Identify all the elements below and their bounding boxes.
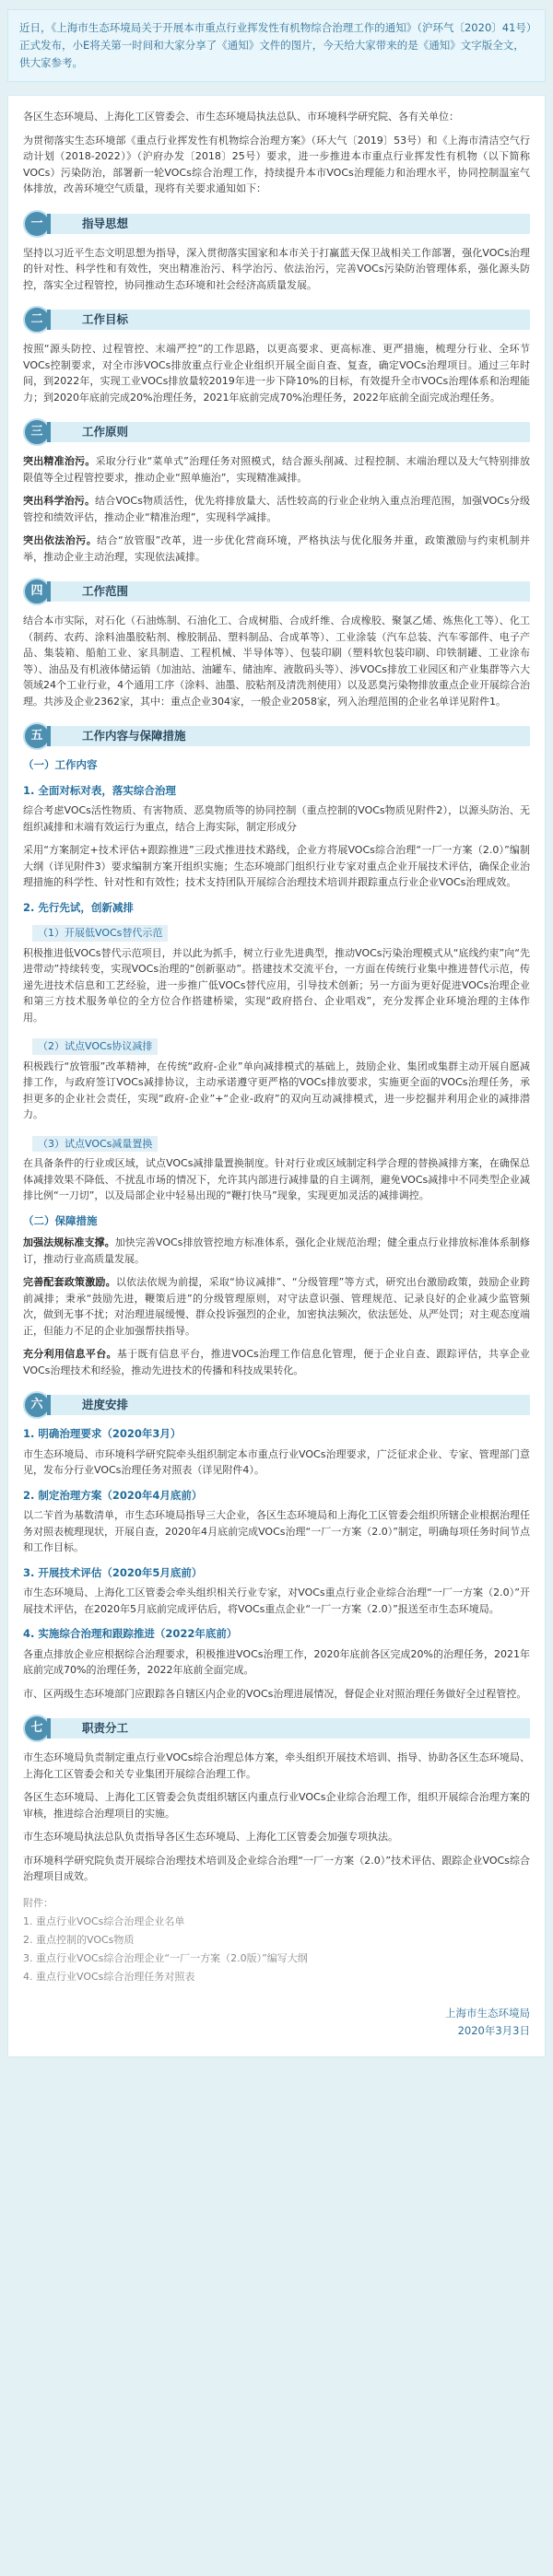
section-title: 进度安排 bbox=[47, 1395, 530, 1415]
schedule-text: 市生态环境局、上海化工区管委会牵头组织相关行业专家，对VOCs重点行业企业综合治理“一厂一方案（2.0）”开展技术评估，在2020年5月底前完成评估后，将VOCs重点企业“一厂一方案（2.0）”报送至市生态环境局。 bbox=[23, 1587, 530, 1615]
section-header-5 bbox=[23, 724, 530, 748]
section-header-4 bbox=[23, 580, 530, 603]
attachment-item: 3. 重点行业VOCs综合治理企业“一厂一方案（2.0版）”编写大纲 bbox=[23, 1951, 308, 1964]
section-title: 工作目标 bbox=[47, 310, 530, 330]
section-number-badge: 五 bbox=[23, 722, 51, 750]
principle-text: 结合“放管服”改革，进一步优化营商环境，严格执法与优化服务并重，政策激励与约束机制并举，推动企业主动治理，实现依法减排。 bbox=[23, 534, 530, 563]
intro-note: 近日，《上海市生态环境局关于开展本市重点行业挥发性有机物综合治理工作的通知》（沪环气〔2020〕41号）正式发布，小E将关第一时间和大家分享了《通知》文件的图片，今天给大家带来的是《通知》文字版全文，供大家参考。 bbox=[7, 9, 546, 82]
opening-paragraph: 为贯彻落实生态环境部《重点行业挥发性有机物综合治理方案》（环大气〔2019〕53号）和《上海市清洁空气行动计划（2018-2022）》（沪府办发〔2018〕25号）要求，进一步推进本市重点行业挥发性有机物（以下简称VOCs）污染防治，部署新一轮VOCs综合治理工作，持续提升本市VOCs治理能力和治理水平，协同控制温室气体排放，改善环境空气质量，现将有关要求通知如下： bbox=[23, 134, 530, 194]
schedule-heading: 2. 制定治理方案（2020年4月底前） bbox=[23, 1488, 203, 1502]
schedule-text: 各重点排放企业应根据综合治理要求，积极推进VOCs治理工作，2020年底前各区完成20%的治理任务，2021年底前完成70%的治理任务，2022年底前全面完成。 bbox=[23, 1647, 530, 1676]
principle-paragraph bbox=[23, 493, 530, 525]
topic-tag: （1）开展低VOCs替代示范 bbox=[32, 925, 168, 942]
duty-text: 市生态环境局执法总队负责指导各区生态环境局、上海化工区管委会加强专项执法。 bbox=[23, 1831, 398, 1843]
item-text: 采用“方案制定+技术评估+跟踪推进”三段式推进技术路线，企业方将展VOCs综合治理“一厂一方案（2.0）”编制大纲（详见附件3）要求编制方案开组织实施；生态环境部门组织行业专家对重点企业开展技术评估，确保企业治理措施的科学性、针对性和有效性；技术支持团队开展综合治理技术培训并跟踪重点行业企业VOCs治理成效。 bbox=[23, 844, 530, 888]
signature-org: 上海市生态环境局 bbox=[445, 2006, 530, 2020]
section-number-badge: 一 bbox=[23, 210, 51, 238]
principle-text: 结合VOCs物质活性，优先将排放量大、活性较高的行业企业纳入重点治理范围，加强VOCs分级管控和绩效评估，推动企业“精准治理”，实现科学减排。 bbox=[23, 495, 530, 523]
schedule-text: 市生态环境局、市环境科学研究院牵头组织制定本市重点行业VOCs治理要求，广泛征求企业、专家、管理部门意见，发布分行业VOCs治理任务对照表（详见附件4）。 bbox=[23, 1447, 530, 1476]
attachment-item: 4. 重点行业VOCs综合治理任务对照表 bbox=[23, 1970, 195, 1983]
subsection-title: （二）保障措施 bbox=[23, 1213, 98, 1227]
topic-tag: （3）试点VOCs减量置换 bbox=[32, 1136, 158, 1153]
signature-block bbox=[23, 2005, 530, 2040]
principle-heading: 突出依法治污。 bbox=[23, 534, 98, 546]
guarantee-paragraph bbox=[23, 1235, 530, 1267]
duty-text: 市生态环境局负责制定重点行业VOCs综合治理总体方案，牵头组织开展技术培训、指导、协助各区生态环境局、上海化工区管委会和关专业集团开展综合治理工作。 bbox=[23, 1751, 530, 1780]
attachment-item: 1. 重点行业VOCs综合治理企业名单 bbox=[23, 1914, 185, 1927]
article-page bbox=[0, 9, 553, 2576]
notice-body bbox=[7, 95, 546, 2057]
schedule-text: 市、区两级生态环境部门应跟踪各自辖区内企业的VOCs治理进展情况，督促企业对照治理任务做好全过程管控。 bbox=[23, 1687, 527, 1700]
attachments-label: 附件： bbox=[23, 1896, 53, 1909]
principle-text: 采取分行业“菜单式”治理任务对照模式，结合源头削减、过程控制、末端治理以及大气特别排放限值等全过程管控要求，推动企业“照单施治”，实现精准减排。 bbox=[23, 455, 530, 484]
subsection-title: （一）工作内容 bbox=[23, 758, 98, 771]
topic-tag: （2）试点VOCs协议减排 bbox=[32, 1038, 158, 1055]
section-number-badge: 四 bbox=[23, 578, 51, 605]
section-header-3 bbox=[23, 420, 530, 444]
principle-paragraph bbox=[23, 533, 530, 565]
section-title: 职责分工 bbox=[47, 1718, 530, 1739]
section-title: 工作原则 bbox=[47, 422, 530, 442]
section-1-text: 坚持以习近平生态文明思想为指导，深入贯彻落实国家和本市关于打赢蓝天保卫战相关工作部署，强化VOCs治理的针对性、科学性和有效性，突出精准治污、科学治污、依法治污，完善VOCs污染防治管理体系，强化源头防控，落实全过程管控，协同推动生态环境和社会经济高质量发展。 bbox=[23, 246, 530, 291]
section-number-badge: 六 bbox=[23, 1391, 51, 1419]
schedule-text: 以二苄首为基数清单，市生态环境局指导三大企业，各区生态环境局和上海化工区管委会组织所辖企业根据治理任务对照表梳理现状，开展自查，2020年4月底前完成VOCs治理“一厂一方案（2.0）”制定，明确每项任务时间节点和工作目标。 bbox=[23, 1509, 530, 1553]
topic-text: 积极推进低VOCs替代示范项目，并以此为抓手，树立行业先进典型，推动VOCs污染治理模式从“底线约束”向“先进带动”持续转变，实现VOCs治理的“创新驱动”。搭建技术交流平台，一方面在传统行业集中推进替代示范，传递先进技术信息和工艺经验，进一步推广低VOCs替代应用，引导技术创新；另一方面为更好促进VOCs治理企业和第三方技术服务单位的全方位合作搭建桥梁，实现“政府搭台、企业唱戏”，充分发挥企业环境治理的主体作用。 bbox=[23, 946, 530, 1024]
section-4-text: 结合本市实际，对石化（石油炼制、石油化工、合成树脂、合成纤维、合成橡胶、聚氯乙烯、炼焦化工等）、化工（制药、农药、涂料油墨胶粘剂、橡胶制品、塑料制品、合成革等）、工业涂装（汽车总装、汽车零部件、电子产品、集装箱、船舶工业、家具制造、工程机械、半导体等）、包装印刷（塑料软包装印刷、印铁制罐、工业涂布等）、油品及有机液体储运销（加油站、油罐车、储油库、液散码头等）、涉VOCs排放工业园区和产业集群等六大领域24个工业行业，4个通用工序（涂料、油墨、胶粘剂及清洗剂使用）以及恶臭污染物排放重点企业开展综合治理。共涉及企业2362家，其中：重点企业304家，一般企业2058家，列入治理范围的企业名单详见附件1。 bbox=[23, 615, 530, 708]
schedule-heading: 4. 实施综合治理和跟踪推进（2022年底前） bbox=[23, 1627, 238, 1640]
section-number-badge: 二 bbox=[23, 306, 51, 334]
guarantee-heading: 充分利用信息平台。 bbox=[23, 1348, 117, 1360]
item-heading: 2. 先行先试，创新减排 bbox=[23, 900, 134, 914]
section-header-1 bbox=[23, 212, 530, 236]
guarantee-paragraph bbox=[23, 1274, 530, 1339]
schedule-heading: 3. 开展技术评估（2020年5月底前） bbox=[23, 1565, 203, 1579]
section-2-text: 按照“源头防控、过程管控、末端严控”的工作思路，以更高要求、更高标准、更严措施，梳理分行业、全环节VOCs控制要求，对全市涉VOCs排放重点行业企业组织开展全面自查、复查，确定VOCs治理项目。通过三年时间，到2022年，实现工业VOCs排放量较2019年进一步下降10%的目标，有效提升全市VOCs治理体系和治理能力；到2020年底前完成20%治理任务，2021年底前完成70%治理任务，2022年底前全面完成治理任务。 bbox=[23, 343, 530, 404]
guarantee-heading: 加强法规标准支撑。 bbox=[23, 1236, 115, 1248]
principle-heading: 突出精准治污。 bbox=[23, 455, 96, 467]
section-header-6 bbox=[23, 1393, 530, 1417]
item-text: 综合考虑VOCs活性物质、有害物质、恶臭物质等的协同控制（重点控制的VOCs物质见附件2），以源头防治、无组织减排和末端有效运行为重点，结合上海实际，制定形成分 bbox=[23, 804, 530, 833]
duty-text: 市环境科学研究院负责开展综合治理技术培训及企业综合治理“一厂一方案（2.0）”技术评估、跟踪企业VOCs综合治理项目成效。 bbox=[23, 1854, 530, 1882]
guarantee-text: 加快完善VOCs排放管控地方标准体系，强化企业规范治理；健全重点行业排放标准体系制修订，推动行业高质量发展。 bbox=[23, 1236, 530, 1265]
principle-paragraph bbox=[23, 453, 530, 486]
greeting: 各区生态环境局、上海化工区管委会、市生态环境局执法总队、市环境科学研究院、各有关单位： bbox=[23, 111, 459, 123]
duty-text: 各区生态环境局、上海化工区管委会负责组织辖区内重点行业VOCs企业综合治理工作，组织开展综合治理方案的审核，推进综合治理项目的实施。 bbox=[23, 1791, 530, 1820]
item-heading: 1. 全面对标对表，落实综合治理 bbox=[23, 783, 176, 797]
guarantee-heading: 完善配套政策激励。 bbox=[23, 1276, 116, 1288]
attachments-list bbox=[23, 1894, 530, 1986]
section-header-2 bbox=[23, 308, 530, 332]
topic-text: 在具备条件的行业或区域，试点VOCs减排量置换制度。针对行业或区域制定科学合理的替换减排方案，在确保总体减排效果不降低、不扰乱市场的情况下，允许其内部进行减排量的自主调剂，避免VOCs减排中不同类型企业减排比例“一刀切”，以及局部企业中轻易出现的“鞭打快马”现象，实现更加灵活的减排调控。 bbox=[23, 1157, 530, 1201]
signature-date: 2020年3月3日 bbox=[457, 2023, 530, 2037]
guarantee-paragraph bbox=[23, 1346, 530, 1378]
section-header-7 bbox=[23, 1716, 530, 1740]
attachment-item: 2. 重点控制的VOCs物质 bbox=[23, 1933, 135, 1946]
section-title: 工作范围 bbox=[47, 581, 530, 602]
section-title: 指导思想 bbox=[47, 214, 530, 234]
guarantee-text: 以依法依规为前提，采取“协议减排”、“分级管理”等方式，研究出台激励政策，鼓励企业跨前减排；秉承“鼓励先进，鞭策后进”的分级管理原则，对守法意识强、管理规范、记录良好的企业减少监管频次，做到无事不扰；对治理进展缓慢、群众投诉强烈的企业，加密执法频次，依法惩处、从严处罚；对主观态度端正，但能力不足的企业加强帮扶指导。 bbox=[23, 1276, 531, 1337]
schedule-heading: 1. 明确治理要求（2020年3月） bbox=[23, 1427, 182, 1440]
section-title: 工作内容与保障措施 bbox=[47, 726, 530, 746]
guarantee-text: 基于既有信息平台，推进VOCs治理工作信息化管理，便于企业自查、跟踪评估，共享企业VOCs治理技术和经验，推动先进技术的传播和科技成果转化。 bbox=[23, 1348, 530, 1376]
section-number-badge: 七 bbox=[23, 1715, 51, 1742]
section-number-badge: 三 bbox=[23, 418, 51, 446]
topic-text: 积极践行“放管服”改革精神，在传统“政府-企业”单向减排模式的基础上，鼓励企业、集团或集群主动开展自愿减排工作，与政府签订VOCs减排协议，主动承诺遵守更严格的VOCs排放要求，实施更全面的VOCs治理任务，承担更多的企业社会责任，实现“政府-企业”+“企业-政府”的双向互动减排模式，进一步挖掘并利用企业的减排潜力。 bbox=[23, 1060, 530, 1120]
principle-heading: 突出科学治污。 bbox=[23, 495, 96, 507]
